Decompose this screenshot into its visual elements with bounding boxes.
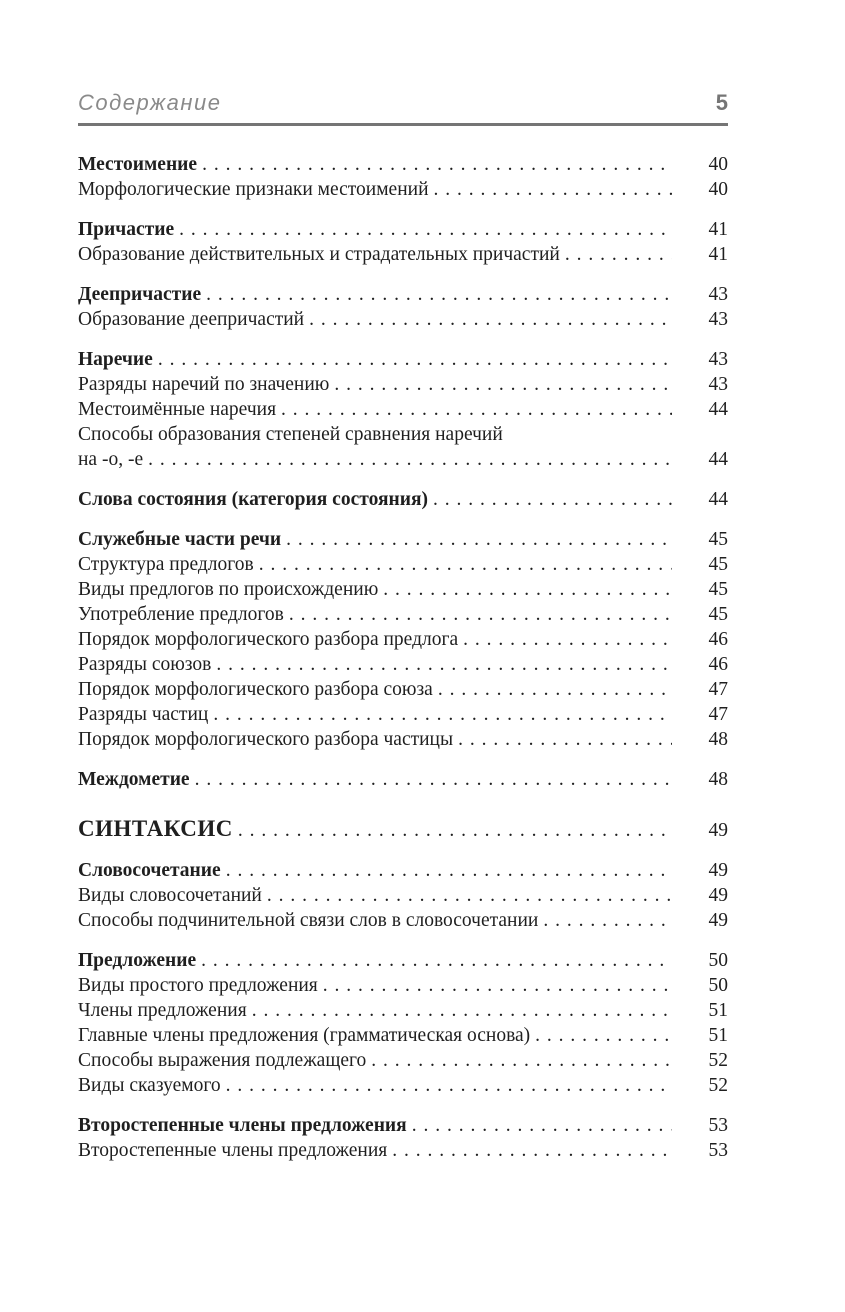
dot-leader: [334, 372, 672, 397]
toc-entry-label: Виды простого предложения: [78, 975, 318, 996]
toc-entry-page: 52: [708, 1050, 728, 1071]
dot-leader: [148, 447, 672, 472]
toc-entry-label: Междометие: [78, 769, 190, 790]
toc-entry-page: 40: [708, 154, 728, 175]
toc-entry-page: 51: [708, 1025, 728, 1046]
toc-entry: [78, 816, 728, 843]
page-number: 5: [715, 90, 728, 115]
toc-entry-page: 50: [708, 975, 728, 996]
toc-entry-page: 43: [708, 374, 728, 395]
toc-entry-label: Члены предложения: [78, 1000, 247, 1021]
toc-entry: [78, 1113, 728, 1138]
dot-leader: [259, 552, 672, 577]
toc-entry-label: Порядок морфологического разбора частицы: [78, 729, 454, 750]
dot-leader: [158, 347, 672, 372]
toc-entry-label: Способы подчинительной связи слов в словосочетании: [78, 910, 539, 931]
toc-entry: [78, 577, 728, 602]
dot-leader: [309, 307, 672, 332]
dot-leader: [458, 727, 672, 752]
dot-leader: [195, 767, 672, 792]
toc-entry: [78, 1023, 728, 1048]
toc-entry-page: 53: [708, 1115, 728, 1136]
toc-entry-page: 43: [708, 284, 728, 305]
dot-leader: [202, 152, 672, 177]
running-head: [78, 90, 728, 116]
toc-entry-label: Структура предлогов: [78, 554, 254, 575]
dot-leader: [438, 677, 672, 702]
toc-entry-label: Деепричастие: [78, 284, 202, 305]
toc-entry-page: 44: [708, 449, 728, 470]
toc-entry-page: 41: [708, 219, 728, 240]
toc-entry-page: 49: [708, 820, 728, 841]
toc-entry: [78, 217, 728, 242]
toc-entry-page: 45: [708, 604, 728, 625]
page-title: Содержание: [78, 90, 222, 115]
toc-entry: [78, 527, 728, 552]
toc-entry: [78, 152, 728, 177]
toc-entry-page: 41: [708, 244, 728, 265]
toc-entry: [78, 702, 728, 727]
toc-entry-page: 40: [708, 179, 728, 200]
toc-entry-label: Разряды частиц: [78, 704, 209, 725]
toc-entry-page: 44: [708, 399, 728, 420]
toc-entry-page: 48: [708, 729, 728, 750]
toc-entry-page: 43: [708, 309, 728, 330]
dot-leader: [201, 948, 672, 973]
toc-entry-label: Виды предлогов по происхождению: [78, 579, 379, 600]
dot-leader: [252, 998, 672, 1023]
dot-leader: [206, 282, 672, 307]
toc-entry-label: Морфологические признаки местоимений: [78, 179, 429, 200]
toc-entry-page: 45: [708, 579, 728, 600]
toc-entry: [78, 602, 728, 627]
toc-entry: [78, 282, 728, 307]
dot-leader: [267, 883, 672, 908]
toc-entry: [78, 1138, 728, 1163]
toc-entry-label: Словосочетание: [78, 860, 221, 881]
toc-entry-page: 46: [708, 654, 728, 675]
dot-leader: [226, 1073, 672, 1098]
toc-entry: [78, 652, 728, 677]
toc-entry: [78, 552, 728, 577]
toc-entry: [78, 1048, 728, 1073]
toc-entry-page: 43: [708, 349, 728, 370]
toc-entry-label: Способы выражения подлежащего: [78, 1050, 367, 1071]
dot-leader: [289, 602, 672, 627]
toc-entry-page: 49: [708, 860, 728, 881]
toc-entry: [78, 1073, 728, 1098]
toc-entry: [78, 627, 728, 652]
toc-entry-label: Предложение: [78, 950, 197, 971]
toc-entry-label: Наречие: [78, 349, 153, 370]
toc-entry: [78, 677, 728, 702]
toc-entry-label: на -о, -е: [78, 449, 144, 470]
dot-leader: [565, 242, 672, 267]
toc-entry-page: 45: [708, 554, 728, 575]
toc-entry: [78, 242, 728, 267]
dot-leader: [392, 1138, 672, 1163]
dot-leader: [383, 577, 672, 602]
toc-entry: [78, 397, 728, 422]
toc-entry-label: Образование действительных и страдательных причастий: [78, 244, 560, 265]
toc-entry-label: Употребление предлогов: [78, 604, 284, 625]
dot-leader: [216, 652, 672, 677]
dot-leader: [371, 1048, 672, 1073]
toc-entry: [78, 487, 728, 512]
toc-entry-label: Главные члены предложения (грамматическая основа): [78, 1025, 531, 1046]
toc-entry-label: Виды сказуемого: [78, 1075, 221, 1096]
toc-entry-label: Способы образования степеней сравнения наречий: [78, 424, 503, 445]
toc-entry-label: Служебные части речи: [78, 529, 282, 550]
toc-entry: [78, 948, 728, 973]
toc-entry: [78, 177, 728, 202]
dot-leader: [286, 527, 672, 552]
dot-leader: [412, 1113, 672, 1138]
toc-entry-label: Разряды наречий по значению: [78, 374, 330, 395]
toc-entry-label: Слова состояния (категория состояния): [78, 489, 429, 510]
toc-entry-page: 52: [708, 1075, 728, 1096]
dot-leader: [433, 487, 672, 512]
toc-entry-page: 49: [708, 885, 728, 906]
toc-entry-label: СИНТАКСИС: [78, 816, 233, 841]
toc-entry-page: 46: [708, 629, 728, 650]
toc-entry-label: Местоимение: [78, 154, 198, 175]
toc-entry-label: Виды словосочетаний: [78, 885, 262, 906]
toc-entry-page: 51: [708, 1000, 728, 1021]
toc-entry-page: 47: [708, 679, 728, 700]
toc-entry-label: Местоимённые наречия: [78, 399, 277, 420]
toc-entry: [78, 347, 728, 372]
dot-leader: [535, 1023, 672, 1048]
toc-entry-label: Образование деепричастий: [78, 309, 305, 330]
toc-entry-page: 48: [708, 769, 728, 790]
toc-entry: [78, 372, 728, 397]
header-rule: [78, 123, 728, 126]
toc-entry-label: Порядок морфологического разбора предлога: [78, 629, 459, 650]
toc-entry-label: Порядок морфологического разбора союза: [78, 679, 433, 700]
toc-entry: [78, 998, 728, 1023]
toc-entry: [78, 883, 728, 908]
toc-entry-label: Второстепенные члены предложения: [78, 1115, 407, 1136]
dot-leader: [434, 177, 672, 202]
toc-entry: [78, 908, 728, 933]
toc-entry-label: Второстепенные члены предложения: [78, 1140, 388, 1161]
toc-entry: [78, 767, 728, 792]
toc-entry-page: 50: [708, 950, 728, 971]
toc-entry-page: 45: [708, 529, 728, 550]
toc-entry: [78, 447, 728, 472]
dot-leader: [281, 397, 672, 422]
dot-leader: [213, 702, 672, 727]
dot-leader: [226, 858, 672, 883]
toc-entry-label: Причастие: [78, 219, 175, 240]
toc-entry: [78, 858, 728, 883]
dot-leader: [238, 818, 672, 843]
dot-leader: [463, 627, 672, 652]
dot-leader: [543, 908, 672, 933]
toc-entry-page: 53: [708, 1140, 728, 1161]
toc-entry: [78, 422, 728, 447]
toc-entry-label: Разряды союзов: [78, 654, 212, 675]
toc-entry-page: 49: [708, 910, 728, 931]
dot-leader: [323, 973, 672, 998]
toc-list: [78, 152, 728, 1163]
toc-entry: [78, 727, 728, 752]
dot-leader: [179, 217, 672, 242]
toc-entry: [78, 973, 728, 998]
toc-entry-page: 44: [708, 489, 728, 510]
toc-entry: [78, 307, 728, 332]
toc-entry-page: 47: [708, 704, 728, 725]
